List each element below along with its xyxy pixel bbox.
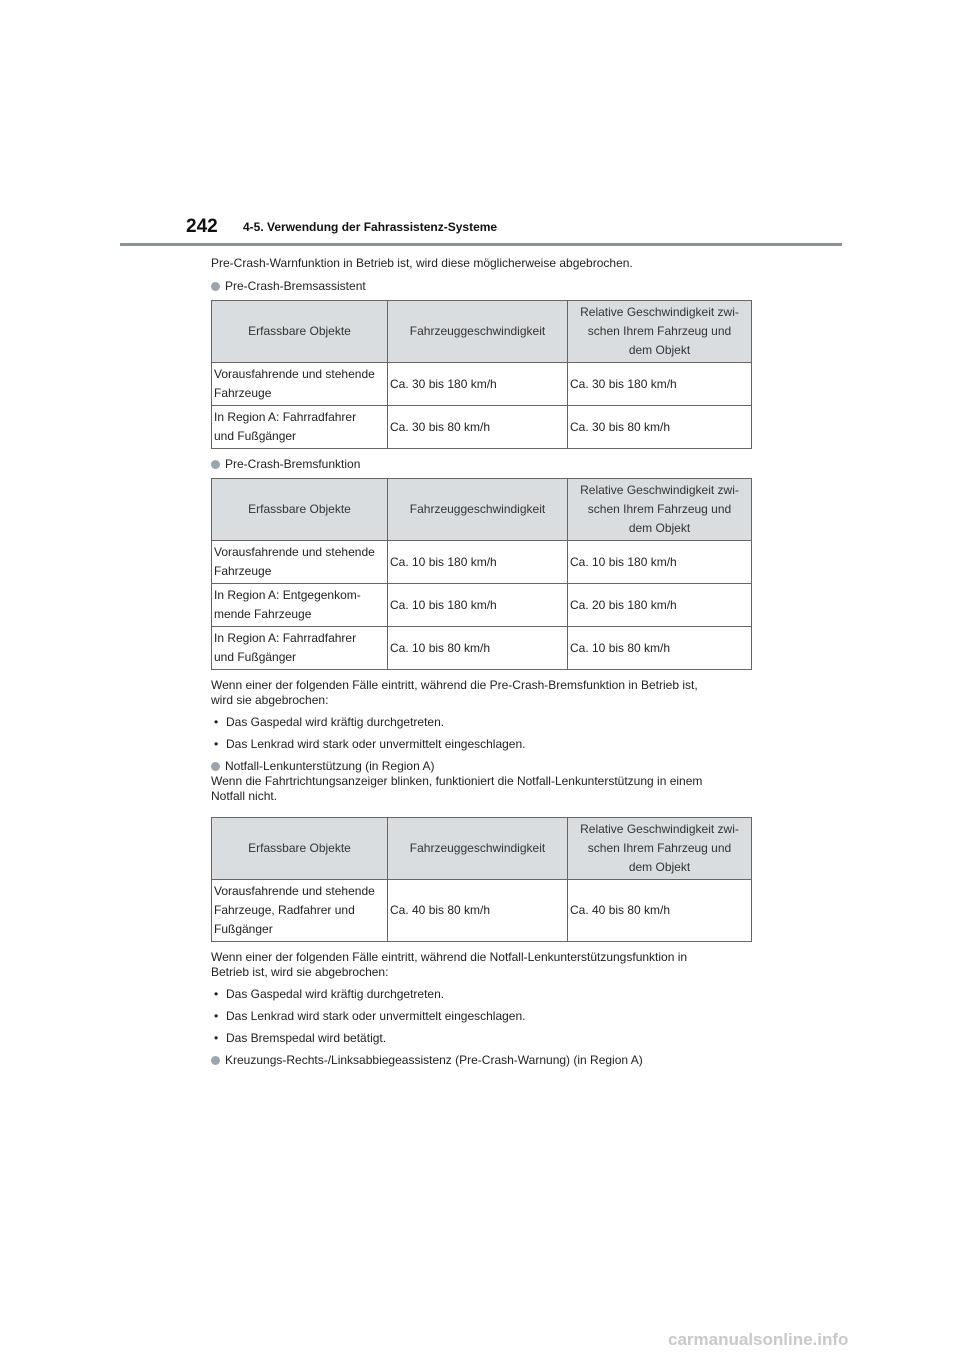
- table-row: [212, 363, 752, 406]
- table-cell: Ca. 40 bis 80 km/h: [568, 880, 752, 942]
- table-bremsassistent: [211, 300, 752, 449]
- table-header-row: [212, 301, 752, 363]
- table-bremsfunktion: [211, 478, 752, 670]
- table-row: [212, 541, 752, 584]
- watermark: carmanualsonline.info: [668, 1330, 849, 1349]
- table-cell: Ca. 10 bis 80 km/h: [388, 627, 568, 670]
- header-cell: Fahrzeuggeschwindigkeit: [388, 301, 568, 363]
- list-item-text: Das Bremspedal wird betätigt.: [226, 1031, 387, 1045]
- bullet-heading-label: Pre-Crash-Bremsassistent: [225, 279, 366, 293]
- cancel-text-lenkunterstuetzung: Wenn einer der folgenden Fälle eintritt, während die Notfall-Lenkunterstützungsfunktion in Betrieb ist, wird sie abgebrochen:: [211, 950, 688, 979]
- table-lenkunterstuetzung: [211, 817, 752, 942]
- header-cell: Erfassbare Objekte: [212, 301, 388, 363]
- header-cell: Relative Geschwindigkeit zwi- schen Ihrem Fahrzeug und dem Objekt: [568, 479, 752, 541]
- table-cell: Vorausfahrende und stehende Fahrzeuge: [212, 541, 388, 584]
- bullet-dot-icon: [211, 1056, 220, 1065]
- table-cell: Ca. 30 bis 80 km/h: [388, 406, 568, 449]
- table-row: [212, 627, 752, 670]
- bullet-heading-label: Notfall-Lenkunterstützung (in Region A): [225, 759, 435, 773]
- header-rule: [120, 243, 842, 246]
- header-cell: Relative Geschwindigkeit zwi- schen Ihrem Fahrzeug und dem Objekt: [568, 301, 752, 363]
- table-row: [212, 406, 752, 449]
- table-cell: Ca. 10 bis 180 km/h: [388, 584, 568, 627]
- bullet-mark: •: [214, 987, 219, 1001]
- bullet-heading-bremsfunktion: [211, 457, 751, 472]
- table-header-row: [212, 479, 752, 541]
- note-lenkunterstuetzung: Wenn die Fahrtrichtungsanzeiger blinken, funktioniert die Notfall-Lenkunterstützung in einem Notfall nicht.: [211, 774, 703, 803]
- table-cell: Ca. 10 bis 180 km/h: [388, 541, 568, 584]
- bullet-dot-icon: [211, 460, 220, 469]
- bullet-heading-label: Kreuzungs-Rechts-/Linksabbiegeassistenz (Pre-Crash-Warnung) (in Region A): [225, 1053, 643, 1067]
- list-item-text: Das Lenkrad wird stark oder unvermittelt eingeschlagen.: [226, 737, 526, 751]
- header-cell: Relative Geschwindigkeit zwi- schen Ihrem Fahrzeug und dem Objekt: [568, 818, 752, 880]
- list-item-text: Das Lenkrad wird stark oder unvermittelt eingeschlagen.: [226, 1009, 526, 1023]
- table-header-row: [212, 818, 752, 880]
- table-cell: Ca. 20 bis 180 km/h: [568, 584, 752, 627]
- header-cell: Fahrzeuggeschwindigkeit: [388, 818, 568, 880]
- table-cell: Ca. 30 bis 80 km/h: [568, 406, 752, 449]
- bullet-mark: •: [214, 1031, 219, 1045]
- cancel-text-bremsfunktion: Wenn einer der folgenden Fälle eintritt, während die Pre-Crash-Bremsfunktion in Betrieb ist, wird sie abgebrochen:: [211, 678, 698, 707]
- bullet-heading-bremsassistent: [211, 279, 751, 294]
- table-cell: In Region A: Fahrradfahrer und Fußgänger: [212, 627, 388, 670]
- list-item-text: Das Gaspedal wird kräftig durchgetreten.: [226, 715, 445, 729]
- table-cell: Ca. 30 bis 180 km/h: [568, 363, 752, 406]
- table-row: [212, 880, 752, 942]
- intro-line: Pre-Crash-Warnfunktion in Betrieb ist, wird diese möglicherweise abgebrochen.: [211, 256, 633, 270]
- page-number: 242: [186, 216, 218, 237]
- table-cell: In Region A: Entgegenkom- mende Fahrzeuge: [212, 584, 388, 627]
- list-item: [211, 1009, 751, 1024]
- table-cell: Vorausfahrende und stehende Fahrzeuge, Radfahrer und Fußgänger: [212, 880, 388, 942]
- table-cell: Ca. 40 bis 80 km/h: [388, 880, 568, 942]
- bullet-dot-icon: [211, 282, 220, 291]
- table-cell: In Region A: Fahrradfahrer und Fußgänger: [212, 406, 388, 449]
- bullet-mark: •: [214, 737, 219, 751]
- bullet-heading-kreuzungsassistenz: [211, 1053, 751, 1068]
- list-item: [211, 987, 751, 1002]
- table-cell: Ca. 10 bis 80 km/h: [568, 627, 752, 670]
- bullet-mark: •: [214, 715, 219, 729]
- header-cell: Fahrzeuggeschwindigkeit: [388, 479, 568, 541]
- page-content: [211, 256, 751, 1068]
- header-cell: Erfassbare Objekte: [212, 479, 388, 541]
- list-item-text: Das Gaspedal wird kräftig durchgetreten.: [226, 987, 445, 1001]
- list-item: [211, 715, 751, 730]
- list-item: [211, 1031, 751, 1046]
- table-row: [212, 584, 752, 627]
- table-cell: Ca. 10 bis 180 km/h: [568, 541, 752, 584]
- bullet-heading-label: Pre-Crash-Bremsfunktion: [225, 457, 361, 471]
- list-item: [211, 737, 751, 752]
- table-cell: Ca. 30 bis 180 km/h: [388, 363, 568, 406]
- bullet-mark: •: [214, 1009, 219, 1023]
- table-cell: Vorausfahrende und stehende Fahrzeuge: [212, 363, 388, 406]
- bullet-heading-lenkunterstuetzung: [211, 759, 751, 774]
- section-title: 4-5. Verwendung der Fahrassistenz-Systeme: [243, 220, 498, 234]
- bullet-dot-icon: [211, 762, 220, 771]
- header-cell: Erfassbare Objekte: [212, 818, 388, 880]
